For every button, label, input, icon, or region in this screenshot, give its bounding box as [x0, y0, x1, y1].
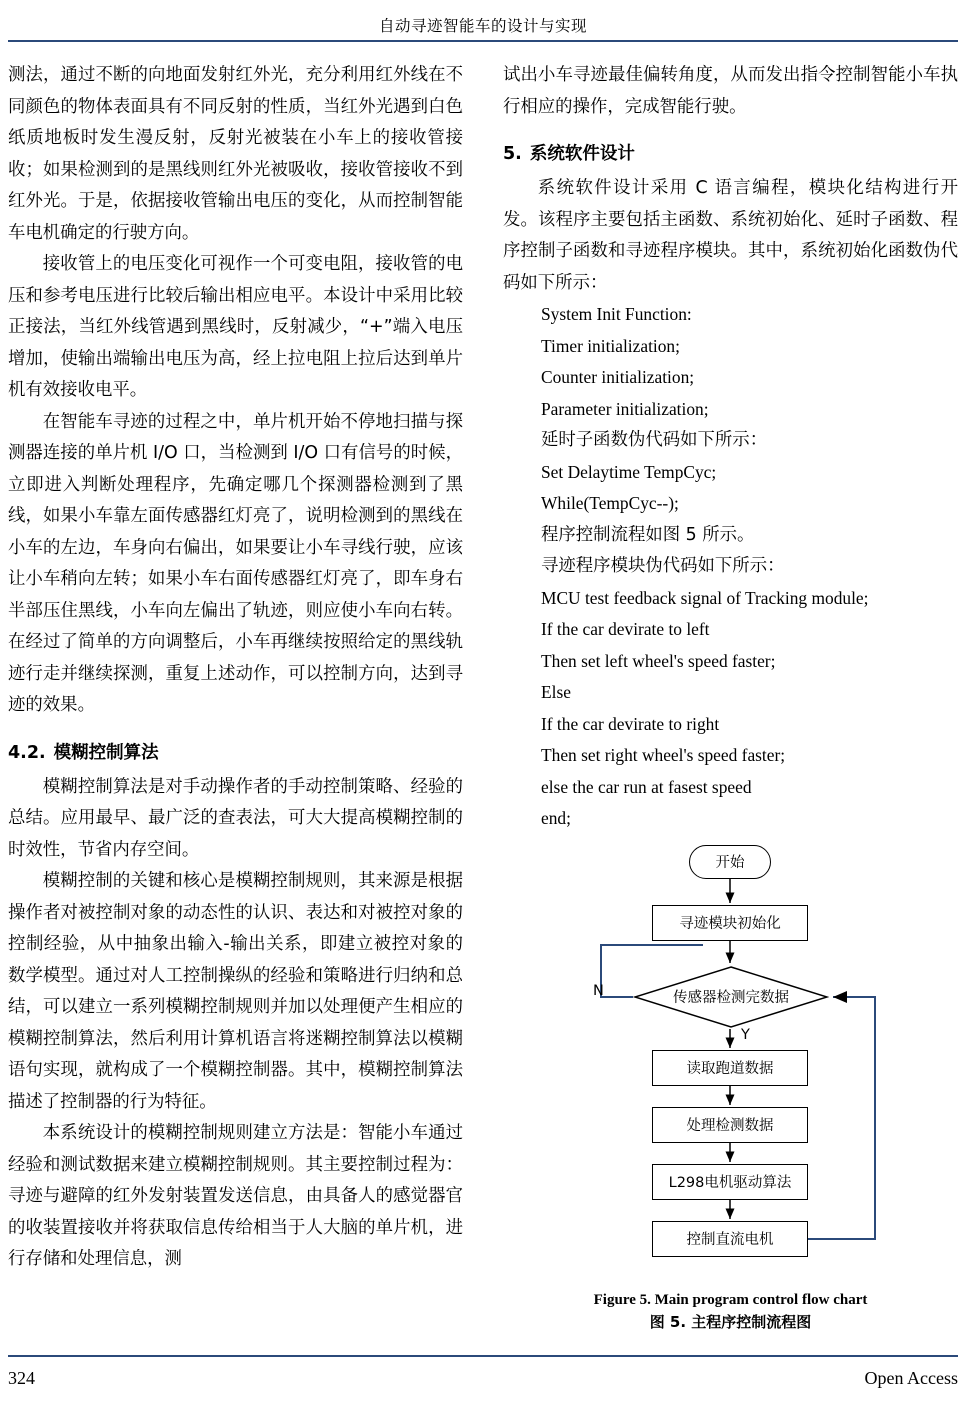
code-line: 寻迹程序模块伪代码如下所示：	[541, 556, 785, 576]
flow-node-init: 寻迹模块初始化	[652, 905, 808, 941]
code-line: Then set left wheel's speed faster;	[541, 650, 776, 671]
code-line: Then set right wheel's speed faster;	[541, 745, 786, 765]
code-line: MCU test feedback signal of Tracking module;	[541, 587, 869, 608]
code-line: While(TempCyc--);	[541, 493, 679, 513]
paragraph: 试出小车寻迹最佳偏转角度，从而发出指令控制智能小车执行相应的操作，完成智能行驶。	[503, 65, 958, 117]
paragraph: 本系统设计的模糊控制规则建立方法是：智能小车通过经验和测试数据来建立模糊控制规则。其主要控制过程为：寻迹与避障的红外发射装置发送信息，由具备人的感觉器官的收装置接收并将获取信息传给相当于人大脑的单片机，进行存储和处理信息，测	[8, 1123, 463, 1269]
section-number: 4.2.	[8, 742, 46, 763]
code-line: If the car devirate to right	[541, 713, 720, 734]
section-heading-5	[503, 139, 958, 169]
flow-node-start: 开始	[689, 845, 771, 879]
footer-rule	[8, 1355, 958, 1357]
figure-caption-en: Figure 5. Main program control flow chart	[593, 1291, 868, 1308]
section-title: 系统软件设计	[529, 144, 635, 164]
code-line: Parameter initialization;	[541, 398, 709, 419]
code-line: Set Delaytime TempCyc;	[541, 461, 717, 482]
pseudocode-block	[503, 299, 958, 835]
header-rule	[8, 40, 958, 42]
section-title: 模糊控制算法	[53, 742, 159, 763]
page-number: 324	[8, 1368, 35, 1388]
code-line: 程序控制流程如图 5 所示。	[541, 524, 755, 545]
flow-node-l298: L298电机驱动算法	[652, 1164, 808, 1200]
code-line: else the car run at fasest speed	[541, 776, 752, 797]
code-line: end;	[541, 808, 571, 828]
paragraph: 在智能车寻迹的过程之中，单片机开始不停地扫描与探测器连接的单片机 I/O 口，当检测到 I/O 口有信号的时候，立即进入判断处理程序，先确定哪几个探测器检测到了黑线，如果小车靠左面传感器红灯亮了，说明检测到的黑线在小车的左边，车身向右偏出，如果要让小车寻线行驶，应该让小车稍向左转；如果小车右面传感器红灯亮了，即车身右半部压住黑线，小车向左偏出了轨迹，则应使小车向右转。在经过了简单的方向调整后，小车再继续按照给定的黑线轨迹行走并继续探测，重复上述动作，可以控制方向，达到寻迹的效果。	[8, 411, 463, 715]
code-line: If the car devirate to left	[541, 619, 710, 639]
paragraph: 系统软件设计采用 C 语言编程，模块化结构进行开发。该程序主要包括主函数、系统初始化、延时子函数、程序控制子函数和寻迹程序模块。其中，系统初始化函数伪代码如下所示：	[503, 178, 958, 293]
code-line: Else	[541, 682, 571, 702]
paragraph: 测法，通过不断的向地面发射红外光，充分利用红外线在不同颜色的物体表面具有不同反射的性质，当红外光遇到白色纸质地板时发生漫反射，反射光被装在小车上的接收管接收；如果检测到的是黑线则红外光被吸收，接收管接收不到红外光。于是，依据接收管输出电压的变化，从而控制智能车电机确定的行驶方向。	[8, 65, 463, 243]
flow-node-handle: 处理检测数据	[652, 1107, 808, 1143]
code-line: 延时子函数伪代码如下所示：	[541, 430, 768, 450]
paragraph: 接收管上的电压变化可视作一个可变电阻，接收管的电压和参考电压进行比较后输出相应电平。本设计中采用比较正接法，当红外线管遇到黑线时，反射减少，“+”端入电压增加，使输出端输出电压为高，经上拉电阻上拉后达到单片机有效接收电平。	[8, 254, 463, 400]
running-head: 自动寻迹智能车的设计与实现	[378, 17, 587, 35]
flow-node-decision-label: 传感器检测完数据	[673, 990, 789, 1006]
code-line: Counter initialization;	[541, 367, 695, 387]
flow-chart	[503, 845, 958, 1275]
section-number: 5.	[503, 144, 522, 164]
flow-node-dc: 控制直流电机	[652, 1221, 808, 1257]
flow-node-decision	[633, 965, 829, 1029]
code-line: Timer initialization;	[541, 335, 680, 356]
flow-branch-yes-label: Y	[741, 1026, 750, 1043]
left-column	[8, 60, 463, 1276]
figure-caption	[503, 1289, 958, 1333]
paragraph: 模糊控制的关键和核心是模糊控制规则，其来源是根据操作者对被控制对象的动态性的认识、表达和对被控对象的控制经验，从中抽象出输入‐输出关系，即建立被控对象的数学模型。通过对人工控制操纵的经验和策略进行归纳和总结，可以建立一系列模糊控制规则并加以处理便产生相应的模糊控制算法，然后利用计算机语言将迷糊控制算法以模糊语句实现，就构成了一个模糊控制器。其中，模糊控制算法描述了控制器的行为特征。	[8, 871, 463, 1112]
paragraph: 模糊控制算法是对手动操作者的手动控制策略、经验的总结。应用最早、最广泛的查表法，可大大提高模糊控制的时效性，节省内存空间。	[8, 776, 463, 860]
open-access-label: Open Access	[864, 1368, 958, 1388]
code-line: System Init Function:	[541, 304, 692, 324]
figure-caption-cn: 图 5. 主程序控制流程图	[649, 1312, 812, 1331]
flow-branch-no-label: N	[593, 982, 604, 999]
flow-node-read: 读取跑道数据	[652, 1050, 808, 1086]
right-column	[503, 60, 958, 1333]
section-heading-4-2	[8, 738, 463, 768]
